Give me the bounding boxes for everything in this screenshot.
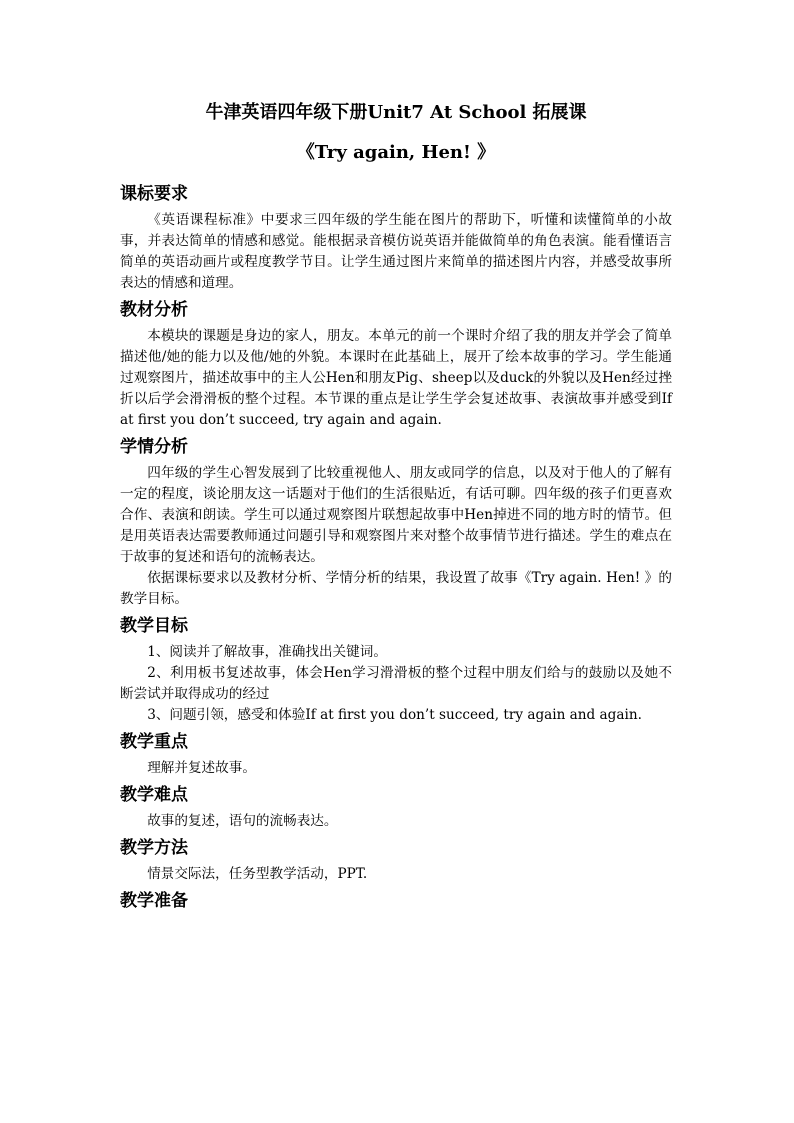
heading-students: 学情分析 — [120, 437, 188, 457]
text-key-points: 理解并复述故事。 — [147, 760, 256, 776]
text-methods: 情景交际法，任务型教学活动，PPT. — [147, 866, 368, 882]
objectives-list — [120, 642, 672, 726]
paragraph-material: 本模块的课题是身边的家人，朋友。本单元的前一个课时介绍了我的朋友并学会了简单描述他/她的能力以及他/她的外貌。本课时在此基础上，展开了绘本故事的学习。学生能通过观察图片，描述故事中的主人公Hen和朋友Pig、sheep以及duck的外貌以及Hen经过挫折以后学会滑滑板的整个过程。本节课的重点是让学生学会复述故事、表演故事并感受到If at first you don’t succeed, try again and again. — [120, 328, 672, 428]
heading-curriculum: 课标要求 — [120, 184, 188, 204]
heading-material: 教材分析 — [120, 300, 188, 320]
heading-objectives: 教学目标 — [120, 616, 188, 636]
heading-preparation: 教学准备 — [120, 891, 188, 911]
paragraph-curriculum: 《英语课程标准》中要求三四年级的学生能在图片的帮助下，听懂和读懂简单的小故事，并表达简单的情感和感觉。能根据录音模仿说英语并能做简单的角色表演。能看懂语言简单的英语动画片或程度教学节目。让学生通过图片来简单的描述图片内容，并感受故事所表达的情感和道理。 — [120, 212, 672, 291]
document-subtitle: 《Try again, Hen! 》 — [296, 142, 496, 163]
text-difficulties: 故事的复述，语句的流畅表达。 — [147, 813, 338, 829]
paragraph-students-2: 依据课标要求以及教材分析、学情分析的结果，我设置了故事《Try again. Hen! 》的教学目标。 — [120, 570, 672, 607]
paragraph-students-1: 四年级的学生心智发展到了比较重视他人、朋友或同学的信息，以及对于他人的了解有一定的程度，谈论朋友这一话题对于他们的生活很贴近，有话可聊。四年级的孩子们更喜欢合作、表演和朗读。学生可以通过观察图片联想起故事中Hen掉进不同的地方时的情节。但是用英语表达需要教师通过问题引导和观察图片来对整个故事情节进行描述。学生的难点在于故事的复述和语句的流畅表达。 — [120, 465, 672, 565]
objective-item-2: 2、利用板书复述故事，体会Hen学习滑滑板的整个过程中朋友们给与的鼓励以及她不断尝试并取得成功的经过 — [120, 665, 672, 702]
heading-methods: 教学方法 — [120, 838, 188, 858]
document-title: 牛津英语四年级下册Unit7 At School 拓展课 — [205, 102, 587, 123]
heading-difficulties: 教学难点 — [120, 785, 188, 805]
heading-key-points: 教学重点 — [120, 732, 188, 752]
objective-item-3: 3、问题引领，感受和体验If at first you don’t succeed, try again and again. — [147, 707, 642, 723]
objective-item-1: 1、阅读并了解故事，准确找出关键词。 — [147, 644, 387, 660]
